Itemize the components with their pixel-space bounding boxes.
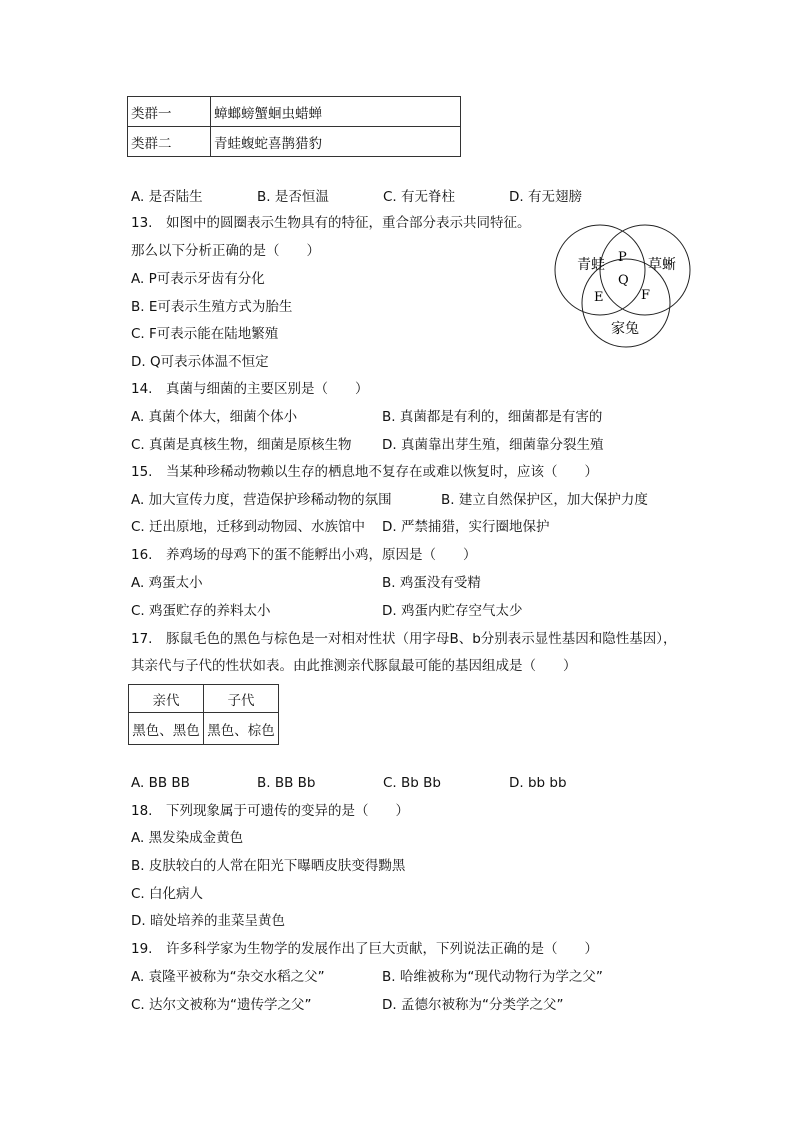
q18-option-c: C. 白化病人 <box>131 886 204 902</box>
q17-option-a: A. BB BB <box>131 775 190 791</box>
q13-option-c: C. F可表示能在陆地繁殖 <box>131 326 279 342</box>
q17-option-d: D. bb bb <box>509 775 567 791</box>
q14-option-c: C. 真菌是真核生物，细菌是原核生物 <box>131 437 352 453</box>
q16-option-a: A. 鸡蛋太小 <box>131 575 203 591</box>
q12-option-b: B. 是否恒温 <box>257 189 329 205</box>
venn-label-frog: 青蛙 <box>577 257 605 273</box>
q15-option-a: A. 加大宣传力度，营造保护珍稀动物的氛围 <box>131 492 392 508</box>
group-table <box>127 96 461 157</box>
q17-option-b: B. BB Bb <box>257 775 316 791</box>
q19-option-a: A. 袁隆平被称为“杂交水稻之父” <box>131 969 325 985</box>
table-header-offspring: 子代 <box>204 685 279 713</box>
q18-option-d: D. 暗处培养的韭菜呈黄色 <box>131 913 285 929</box>
venn-label-rabbit: 家兔 <box>611 321 639 337</box>
venn-label-e: E <box>594 290 604 305</box>
q13-option-d: D. Q可表示体温不恒定 <box>131 354 269 370</box>
table-cell-offspring: 黑色、棕色 <box>204 713 279 745</box>
q13-stem-line2: 那么以下分析正确的是（ ） <box>131 243 320 259</box>
group2-label: 类群二 <box>128 127 211 157</box>
table-cell-parent: 黑色、黑色 <box>129 713 204 745</box>
q17-option-c: C. Bb Bb <box>383 775 441 791</box>
q19-option-c: C. 达尔文被称为“遗传学之父” <box>131 997 312 1013</box>
q12-option-a: A. 是否陆生 <box>131 189 203 205</box>
q14-option-d: D. 真菌靠出芽生殖，细菌靠分裂生殖 <box>382 437 604 453</box>
q17-stem-line2: 其亲代与子代的性状如表。由此推测亲代豚鼠最可能的基因组成是（ ） <box>131 658 577 674</box>
group1-value: 蟑螂螃蟹蛔虫蜡蝉 <box>211 97 461 127</box>
q15-option-c: C. 迁出原地，迁移到动物园、水族馆中 <box>131 519 366 535</box>
q12-option-d: D. 有无翅膀 <box>509 189 582 205</box>
venn-label-f: F <box>641 288 651 303</box>
q16-option-b: B. 鸡蛋没有受精 <box>382 575 481 591</box>
venn-label-q: Q <box>618 273 629 288</box>
venn-diagram <box>548 222 698 352</box>
q19-stem: 19. 许多科学家为生物学的发展作出了巨大贡献，下列说法正确的是（ ） <box>131 941 598 957</box>
q13-stem-line1: 13. 如图中的圆圈表示生物具有的特征，重合部分表示共同特征。 <box>131 215 531 231</box>
q12-option-c: C. 有无脊柱 <box>383 189 456 205</box>
q16-stem: 16. 养鸡场的母鸡下的蛋不能孵出小鸡，原因是（ ） <box>131 547 477 563</box>
q18-option-b: B. 皮肤较白的人常在阳光下曝晒皮肤变得黝黑 <box>131 858 406 874</box>
q16-option-c: C. 鸡蛋贮存的养料太小 <box>131 603 271 619</box>
q14-stem: 14. 真菌与细菌的主要区别是（ ） <box>131 381 369 397</box>
q19-option-d: D. 孟德尔被称为“分类学之父” <box>382 997 564 1013</box>
q13-option-b: B. E可表示生殖方式为胎生 <box>131 299 293 315</box>
q15-option-d: D. 严禁捕猎，实行圈地保护 <box>382 519 550 535</box>
q14-option-b: B. 真菌都是有利的，细菌都是有害的 <box>382 409 603 425</box>
venn-label-lizard: 草蜥 <box>648 257 676 273</box>
group2-value: 青蛙蝮蛇喜鹊猎豹 <box>211 127 461 157</box>
q14-option-a: A. 真菌个体大，细菌个体小 <box>131 409 298 425</box>
q15-option-b: B. 建立自然保护区，加大保护力度 <box>441 492 648 508</box>
q19-option-b: B. 哈维被称为“现代动物行为学之父” <box>382 969 603 985</box>
q18-option-a: A. 黑发染成金黄色 <box>131 830 244 846</box>
q15-stem: 15. 当某种珍稀动物赖以生存的栖息地不复存在或难以恢复时，应该（ ） <box>131 464 598 480</box>
q18-stem: 18. 下列现象属于可遗传的变异的是（ ） <box>131 803 409 819</box>
group1-label: 类群一 <box>128 97 211 127</box>
q13-option-a: A. P可表示牙齿有分化 <box>131 271 265 287</box>
q17-stem-line1: 17. 豚鼠毛色的黑色与棕色是一对相对性状（用字母B、b分别表示显性基因和隐性基因）， <box>131 631 677 647</box>
venn-label-p: P <box>618 250 627 265</box>
q16-option-d: D. 鸡蛋内贮存空气太少 <box>382 603 523 619</box>
table-header-parent: 亲代 <box>129 685 204 713</box>
genotype-table <box>128 684 279 745</box>
